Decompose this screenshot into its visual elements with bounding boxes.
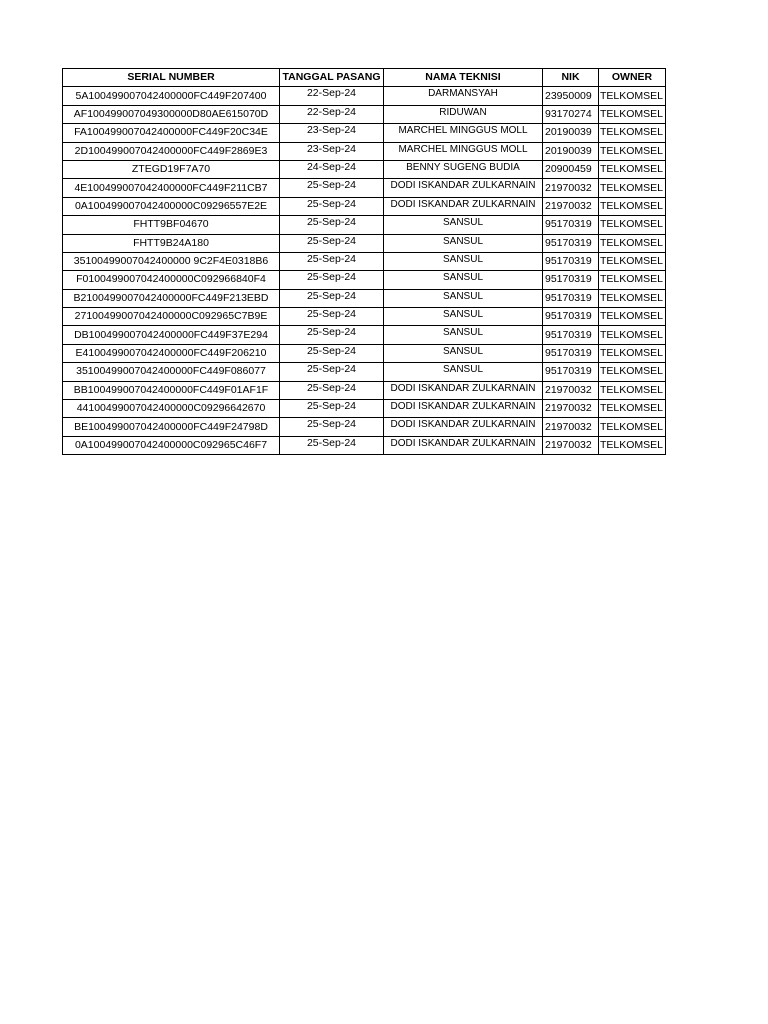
- cell-owner: TELKOMSEL: [599, 436, 666, 454]
- column-header-owner: OWNER: [599, 69, 666, 87]
- cell-serial-number: BB100499007042400000FC449F01AF1F: [63, 381, 280, 399]
- cell-nama-teknisi: DODI ISKANDAR ZULKARNAIN: [384, 436, 543, 454]
- cell-nama-teknisi: MARCHEL MINGGUS MOLL: [384, 142, 543, 160]
- table-row: [63, 124, 666, 142]
- cell-tanggal-pasang: 25-Sep-24: [280, 216, 384, 234]
- technician-installation-table: [62, 68, 666, 455]
- table-row: [63, 197, 666, 215]
- table-row: [63, 326, 666, 344]
- cell-owner: TELKOMSEL: [599, 400, 666, 418]
- header-row: [63, 69, 666, 87]
- table-row: [63, 363, 666, 381]
- cell-owner: TELKOMSEL: [599, 179, 666, 197]
- cell-serial-number: AF100499007049300000D80AE615070D: [63, 105, 280, 123]
- cell-owner: TELKOMSEL: [599, 344, 666, 362]
- cell-owner: TELKOMSEL: [599, 142, 666, 160]
- cell-nama-teknisi: DODI ISKANDAR ZULKARNAIN: [384, 400, 543, 418]
- cell-nik: 95170319: [543, 344, 599, 362]
- cell-nik: 20190039: [543, 124, 599, 142]
- cell-nama-teknisi: SANSUL: [384, 289, 543, 307]
- table-row: [63, 271, 666, 289]
- cell-nama-teknisi: SANSUL: [384, 326, 543, 344]
- cell-tanggal-pasang: 25-Sep-24: [280, 326, 384, 344]
- cell-nik: 21970032: [543, 179, 599, 197]
- cell-nik: 95170319: [543, 234, 599, 252]
- cell-tanggal-pasang: 25-Sep-24: [280, 400, 384, 418]
- cell-tanggal-pasang: 24-Sep-24: [280, 160, 384, 178]
- cell-nik: 95170319: [543, 326, 599, 344]
- cell-tanggal-pasang: 23-Sep-24: [280, 124, 384, 142]
- cell-tanggal-pasang: 25-Sep-24: [280, 308, 384, 326]
- cell-owner: TELKOMSEL: [599, 234, 666, 252]
- table-row: [63, 252, 666, 270]
- cell-owner: TELKOMSEL: [599, 326, 666, 344]
- table-row: [63, 105, 666, 123]
- cell-serial-number: B2100499007042400000FC449F213EBD: [63, 289, 280, 307]
- cell-serial-number: 2D100499007042400000FC449F2869E3: [63, 142, 280, 160]
- table-row: [63, 179, 666, 197]
- cell-tanggal-pasang: 25-Sep-24: [280, 271, 384, 289]
- cell-nama-teknisi: SANSUL: [384, 344, 543, 362]
- cell-nik: 20900459: [543, 160, 599, 178]
- cell-serial-number: FHTT9BF04670: [63, 216, 280, 234]
- cell-serial-number: ZTEGD19F7A70: [63, 160, 280, 178]
- cell-nama-teknisi: MARCHEL MINGGUS MOLL: [384, 124, 543, 142]
- cell-serial-number: 0A100499007042400000C09296557E2E: [63, 197, 280, 215]
- cell-tanggal-pasang: 25-Sep-24: [280, 289, 384, 307]
- cell-tanggal-pasang: 25-Sep-24: [280, 197, 384, 215]
- cell-nik: 21970032: [543, 400, 599, 418]
- cell-owner: TELKOMSEL: [599, 381, 666, 399]
- cell-owner: TELKOMSEL: [599, 289, 666, 307]
- cell-nama-teknisi: DODI ISKANDAR ZULKARNAIN: [384, 179, 543, 197]
- cell-tanggal-pasang: 25-Sep-24: [280, 436, 384, 454]
- table-row: [63, 234, 666, 252]
- cell-nik: 95170319: [543, 216, 599, 234]
- table-row: [63, 216, 666, 234]
- cell-nik: 95170319: [543, 289, 599, 307]
- cell-nik: 93170274: [543, 105, 599, 123]
- cell-nama-teknisi: SANSUL: [384, 216, 543, 234]
- cell-serial-number: FA100499007042400000FC449F20C34E: [63, 124, 280, 142]
- cell-nik: 95170319: [543, 308, 599, 326]
- cell-owner: TELKOMSEL: [599, 87, 666, 105]
- cell-owner: TELKOMSEL: [599, 160, 666, 178]
- cell-owner: TELKOMSEL: [599, 105, 666, 123]
- table-row: [63, 436, 666, 454]
- column-header-serial-number: SERIAL NUMBER: [63, 69, 280, 87]
- cell-nama-teknisi: DARMANSYAH: [384, 87, 543, 105]
- cell-serial-number: 44100499007042400000C09296642670: [63, 400, 280, 418]
- cell-nama-teknisi: SANSUL: [384, 234, 543, 252]
- cell-owner: TELKOMSEL: [599, 216, 666, 234]
- cell-nama-teknisi: SANSUL: [384, 363, 543, 381]
- cell-serial-number: 35100499007042400000 9C2F4E0318B6: [63, 252, 280, 270]
- cell-tanggal-pasang: 25-Sep-24: [280, 418, 384, 436]
- cell-tanggal-pasang: 22-Sep-24: [280, 105, 384, 123]
- cell-serial-number: 0A100499007042400000C092965C46F7: [63, 436, 280, 454]
- cell-serial-number: E4100499007042400000FC449F206210: [63, 344, 280, 362]
- cell-serial-number: DB100499007042400000FC449F37E294: [63, 326, 280, 344]
- cell-owner: TELKOMSEL: [599, 271, 666, 289]
- cell-tanggal-pasang: 25-Sep-24: [280, 363, 384, 381]
- cell-nik: 21970032: [543, 418, 599, 436]
- table-row: [63, 87, 666, 105]
- cell-nama-teknisi: SANSUL: [384, 271, 543, 289]
- cell-serial-number: F0100499007042400000C092966840F4: [63, 271, 280, 289]
- column-header-tanggal-pasang: TANGGAL PASANG: [280, 69, 384, 87]
- cell-owner: TELKOMSEL: [599, 197, 666, 215]
- cell-nik: 20190039: [543, 142, 599, 160]
- cell-nik: 21970032: [543, 381, 599, 399]
- cell-nama-teknisi: DODI ISKANDAR ZULKARNAIN: [384, 418, 543, 436]
- cell-nik: 23950009: [543, 87, 599, 105]
- cell-tanggal-pasang: 22-Sep-24: [280, 87, 384, 105]
- cell-serial-number: 4E100499007042400000FC449F211CB7: [63, 179, 280, 197]
- cell-owner: TELKOMSEL: [599, 124, 666, 142]
- cell-serial-number: 35100499007042400000FC449F086077: [63, 363, 280, 381]
- cell-serial-number: BE100499007042400000FC449F24798D: [63, 418, 280, 436]
- cell-tanggal-pasang: 25-Sep-24: [280, 344, 384, 362]
- cell-nik: 95170319: [543, 271, 599, 289]
- cell-owner: TELKOMSEL: [599, 308, 666, 326]
- table-row: [63, 344, 666, 362]
- cell-tanggal-pasang: 25-Sep-24: [280, 381, 384, 399]
- cell-owner: TELKOMSEL: [599, 363, 666, 381]
- cell-owner: TELKOMSEL: [599, 418, 666, 436]
- cell-tanggal-pasang: 23-Sep-24: [280, 142, 384, 160]
- cell-serial-number: 27100499007042400000C092965C7B9E: [63, 308, 280, 326]
- table-row: [63, 308, 666, 326]
- table-row: [63, 142, 666, 160]
- table-row: [63, 400, 666, 418]
- cell-nik: 95170319: [543, 363, 599, 381]
- cell-nik: 21970032: [543, 197, 599, 215]
- cell-tanggal-pasang: 25-Sep-24: [280, 234, 384, 252]
- cell-nama-teknisi: BENNY SUGENG BUDIA: [384, 160, 543, 178]
- table-row: [63, 381, 666, 399]
- cell-nama-teknisi: DODI ISKANDAR ZULKARNAIN: [384, 381, 543, 399]
- cell-nama-teknisi: SANSUL: [384, 308, 543, 326]
- table-row: [63, 160, 666, 178]
- cell-nik: 21970032: [543, 436, 599, 454]
- table-row: [63, 418, 666, 436]
- cell-nama-teknisi: SANSUL: [384, 252, 543, 270]
- cell-owner: TELKOMSEL: [599, 252, 666, 270]
- table-row: [63, 289, 666, 307]
- cell-tanggal-pasang: 25-Sep-24: [280, 179, 384, 197]
- cell-tanggal-pasang: 25-Sep-24: [280, 252, 384, 270]
- column-header-nama-teknisi: NAMA TEKNISI: [384, 69, 543, 87]
- cell-nama-teknisi: DODI ISKANDAR ZULKARNAIN: [384, 197, 543, 215]
- cell-serial-number: 5A100499007042400000FC449F207400: [63, 87, 280, 105]
- cell-nama-teknisi: RIDUWAN: [384, 105, 543, 123]
- column-header-nik: NIK: [543, 69, 599, 87]
- cell-serial-number: FHTT9B24A180: [63, 234, 280, 252]
- cell-nik: 95170319: [543, 252, 599, 270]
